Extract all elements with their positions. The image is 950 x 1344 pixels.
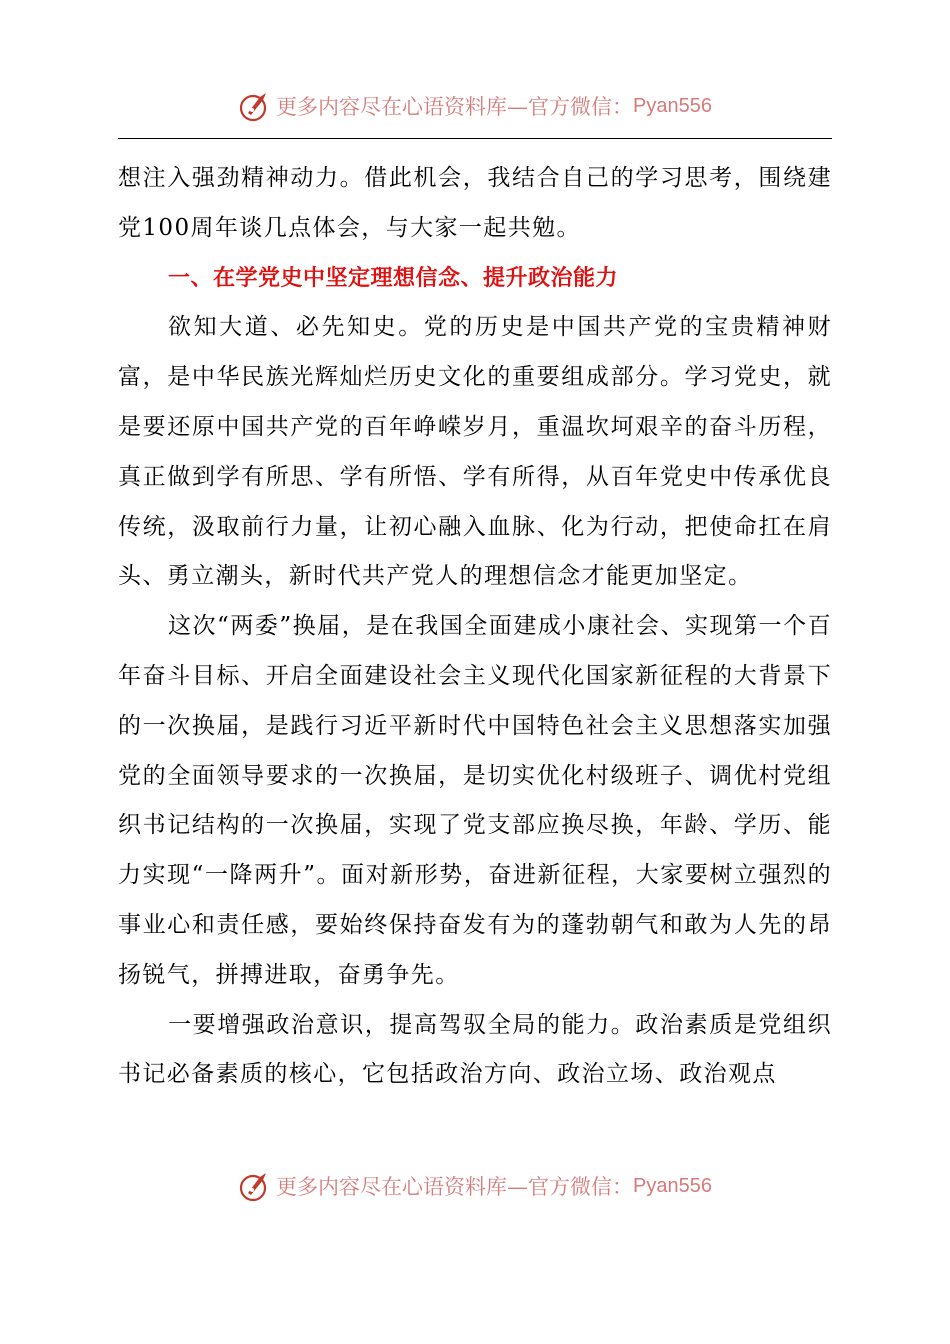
header-banner: [0, 84, 950, 128]
header-divider: [118, 138, 832, 139]
paragraph: 欲知大道、必先知史。党的历史是中国共产党的宝贵精神财富，是中华民族光辉灿烂历史文化的重要组成部分。学习党史，就是要还原中国共产党的百年峥嵘岁月，重温坎坷艰辛的奋斗历程，真正做到学有所思、学有所悟、学有所得，从百年党史中传承优良传统，汲取前行力量，让初心融入血脉、化为行动，把使命扛在肩头、勇立潮头，新时代共产党人的理想信念才能更加坚定。: [118, 314, 832, 590]
footer-banner: [0, 1164, 950, 1208]
paragraph: 这次“两委”换届，是在我国全面建成小康社会、实现第一个百年奋斗目标、开启全面建设社会主义现代化国家新征程的大背景下的一次换届，是践行习近平新时代中国特色社会主义思想落实加强党的全面领导要求的一次换届，是切实优化村级班子、调优村党组织书记结构的一次换届，实现了党支部应换尽换，年龄、学历、能力实现“一降两升”。面对新形势，奋进新征程，大家要树立强烈的事业心和责任感，要始终保持奋发有为的蓬勃朝气和敢为人先的昂扬锐气，拼搏进取，奋勇争先。: [118, 613, 832, 988]
pen-nib-circle-icon: [238, 1169, 272, 1203]
wechat-id: Pyan556: [633, 94, 712, 117]
pen-nib-circle-icon: [238, 89, 272, 123]
document-body: [118, 154, 832, 1100]
wechat-id: Pyan556: [633, 1174, 712, 1197]
section-heading: 一、在学党史中坚定理想信念、提升政治能力: [168, 265, 619, 291]
banner-text: 更多内容尽在心语资料库—官方微信：: [276, 95, 634, 119]
paragraph-continued: 想注入强劲精神动力。借此机会，我结合自己的学习思考，围绕建党100周年谈几点体会，与大家一起共勉。: [118, 165, 832, 241]
paragraph: 一要增强政治意识，提高驾驭全局的能力。政治素质是党组织书记必备素质的核心，它包括政治方向、政治立场、政治观点: [118, 1011, 832, 1088]
banner-text: 更多内容尽在心语资料库—官方微信：: [276, 1175, 634, 1199]
